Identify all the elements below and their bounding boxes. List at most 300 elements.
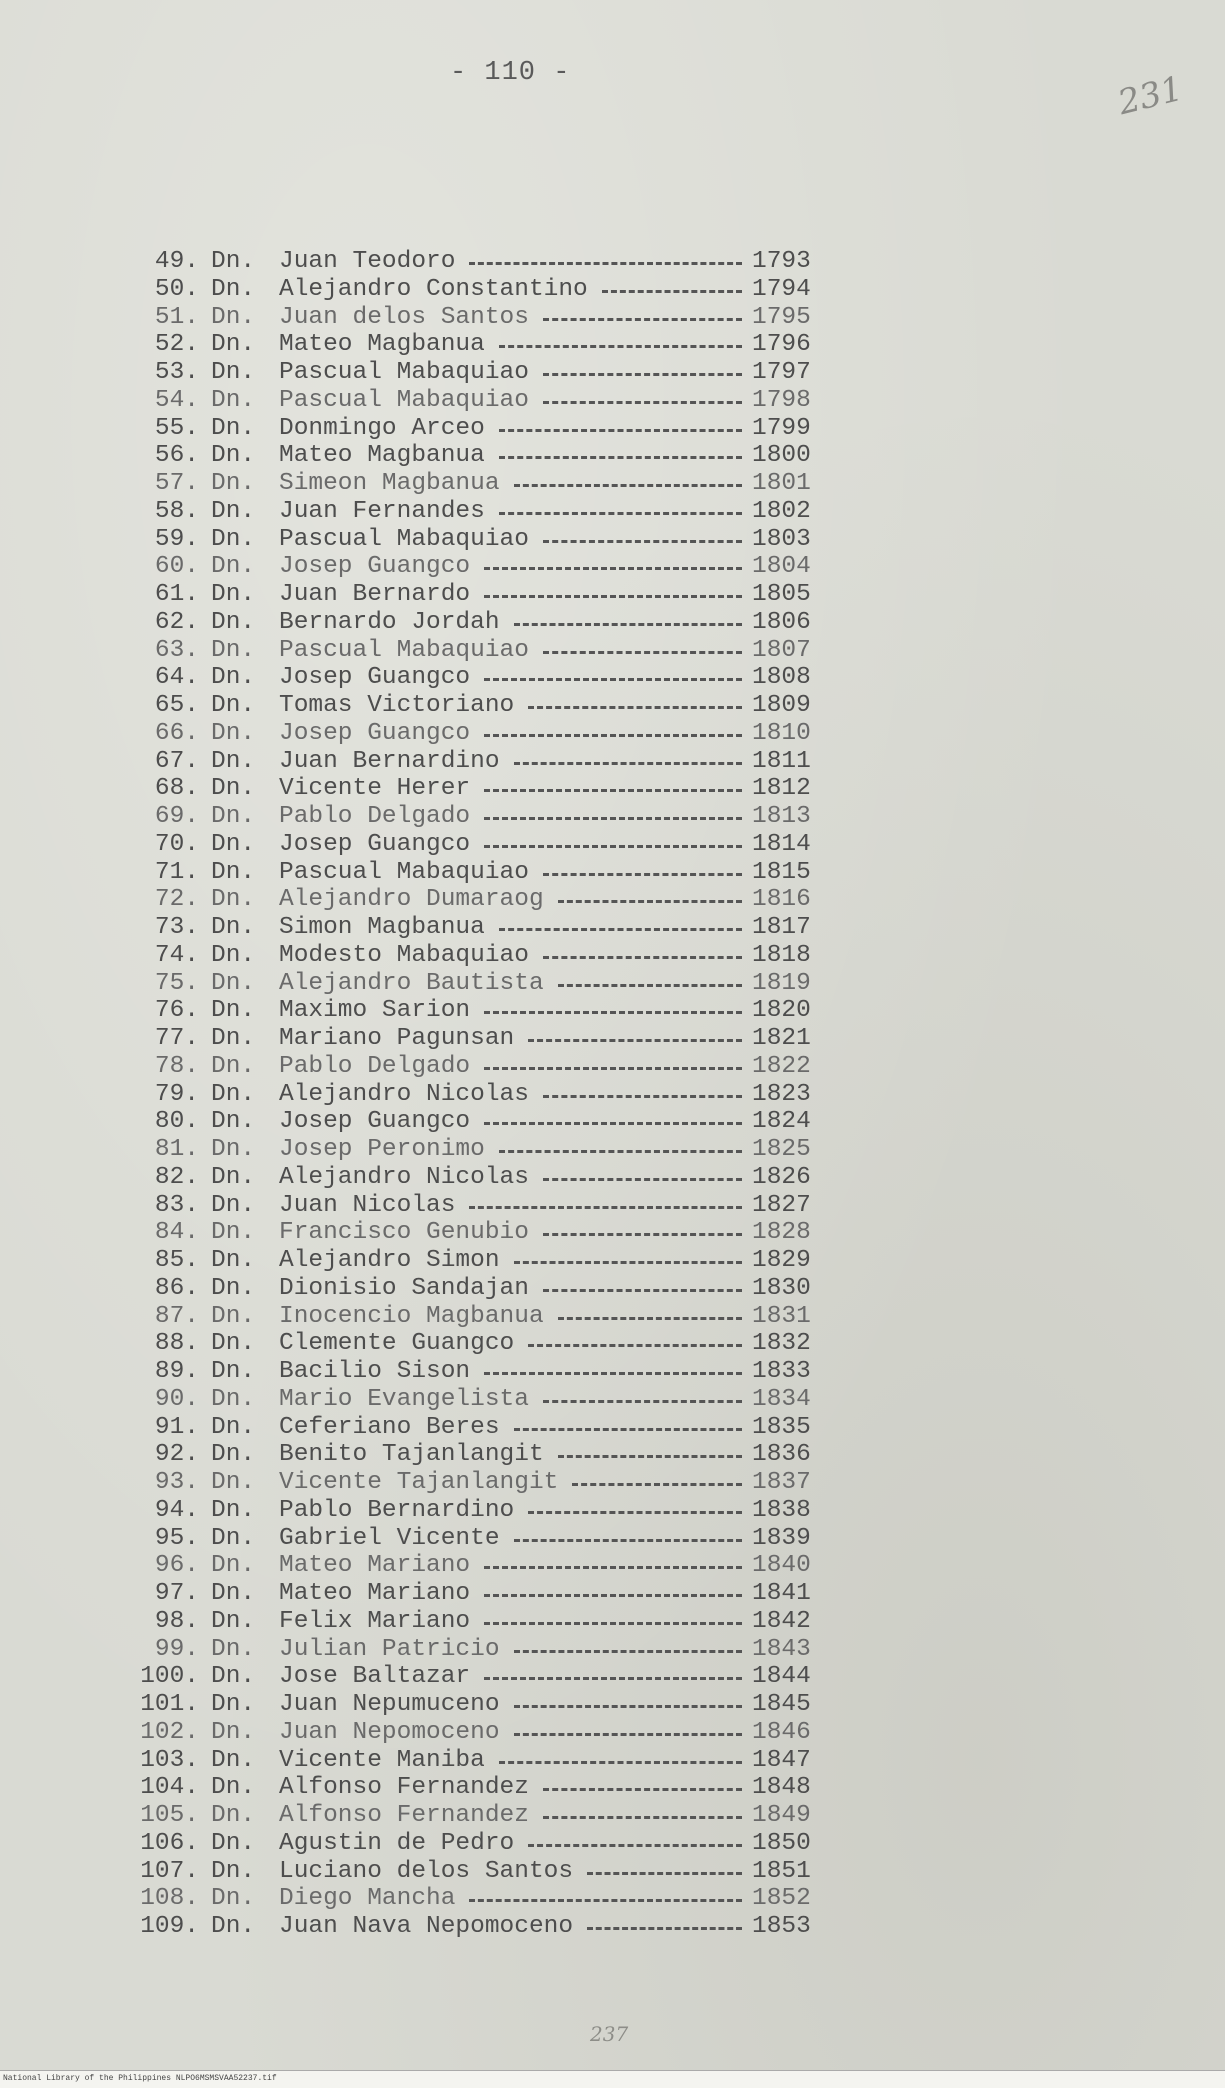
dash-leader [514, 484, 742, 490]
entry-number: 105. [140, 1802, 199, 1829]
entry-number: 103. [140, 1746, 199, 1774]
entry-name: Dionisio Sandajan [279, 1274, 529, 1302]
entry-title: Dn. [211, 248, 256, 275]
entry-name: Pablo Delgado [279, 1052, 471, 1080]
entry-number: 73. [154, 914, 199, 941]
dash-leader [499, 1150, 742, 1156]
entry-name: Gabriel Vicente [279, 1524, 500, 1552]
entry-year: 1845 [752, 1691, 811, 1718]
entry-name: Alejandro Constantino [279, 275, 588, 303]
entry-number: 57. [154, 470, 199, 497]
entry-number: 56. [154, 442, 199, 470]
dash-leader [543, 1178, 742, 1184]
dash-leader [514, 762, 742, 768]
list-item [137, 831, 837, 859]
entry-name: Julian Patricio [279, 1635, 500, 1663]
entry-title: Dn. [211, 1469, 256, 1496]
dash-leader [514, 1650, 742, 1656]
entry-year: 1820 [752, 997, 811, 1025]
entry-title: Dn. [211, 1802, 256, 1829]
entry-name: Juan Bernardino [279, 747, 500, 775]
entry-year: 1839 [752, 1524, 811, 1552]
entry-name: Alejandro Dumaraog [279, 886, 544, 914]
entry-title: Dn. [211, 941, 256, 969]
handwritten-bottom-note: 237 [590, 2022, 629, 2046]
entry-title: Dn. [211, 1108, 256, 1136]
entry-name: Juan Nepomoceno [279, 1718, 500, 1746]
entry-number: 106. [140, 1829, 199, 1857]
dash-leader [587, 1872, 742, 1878]
entry-name: Simon Magbanua [279, 914, 485, 941]
entry-title: Dn. [211, 1219, 256, 1247]
entry-name: Alejandro Nicolas [279, 1080, 529, 1108]
entry-name: Luciano delos Santos [279, 1857, 574, 1885]
entry-title: Dn. [211, 1496, 256, 1524]
entry-number: 90. [154, 1385, 199, 1413]
list-item [137, 1608, 837, 1636]
list-item [137, 581, 837, 609]
entry-title: Dn. [211, 1358, 256, 1385]
entry-year: 1828 [752, 1219, 811, 1247]
list-item [137, 720, 837, 748]
entry-number: 76. [154, 997, 199, 1025]
entry-name: Alejandro Bautista [279, 969, 544, 997]
entry-name: Juan Nicolas [279, 1191, 456, 1219]
entry-number: 72. [154, 886, 199, 914]
entry-number: 77. [154, 1025, 199, 1052]
entry-number: 94. [154, 1496, 199, 1524]
entry-year: 1851 [752, 1857, 811, 1885]
list-item [137, 526, 837, 554]
list-item [137, 1247, 837, 1275]
dash-leader [499, 456, 742, 462]
entry-title: Dn. [211, 830, 256, 858]
entry-year: 1847 [752, 1746, 811, 1774]
entry-number: 55. [154, 414, 199, 442]
entry-number: 79. [154, 1080, 199, 1108]
entry-year: 1832 [752, 1330, 811, 1358]
list-item [137, 859, 837, 887]
entry-number: 54. [154, 386, 199, 414]
entry-year: 1848 [752, 1774, 811, 1802]
entry-year: 1837 [752, 1469, 811, 1496]
dash-leader [484, 1677, 742, 1683]
entry-number: 102. [140, 1718, 199, 1746]
dash-leader [543, 651, 742, 657]
footer-bar [0, 2070, 1225, 2088]
entry-year: 1803 [752, 525, 811, 553]
entry-title: Dn. [211, 1857, 256, 1885]
entry-number: 75. [154, 969, 199, 997]
entry-number: 86. [154, 1274, 199, 1302]
entry-name: Modesto Mabaquiao [279, 941, 529, 969]
list-item [137, 942, 837, 970]
list-item [137, 1747, 837, 1775]
entry-year: 1841 [752, 1580, 811, 1607]
entry-name: Juan Nava Nepomoceno [279, 1913, 574, 1940]
entry-year: 1849 [752, 1802, 811, 1829]
entry-name: Alfonso Fernandez [279, 1802, 529, 1829]
entry-name: Josep Guangco [279, 664, 471, 692]
entry-title: Dn. [211, 525, 256, 553]
entry-number: 60. [154, 553, 199, 581]
list-item [137, 1164, 837, 1192]
list-item [137, 1414, 837, 1442]
entry-number: 80. [154, 1108, 199, 1136]
list-item [137, 359, 837, 387]
dash-leader [528, 1844, 742, 1850]
entry-name: Pascual Mabaquiao [279, 359, 529, 386]
entry-year: 1794 [752, 275, 811, 303]
entry-title: Dn. [211, 275, 256, 303]
entry-number: 98. [154, 1607, 199, 1635]
entry-name: Simeon Magbanua [279, 470, 500, 497]
list-item [137, 1885, 837, 1913]
entry-year: 1853 [752, 1913, 811, 1940]
dash-leader [484, 845, 742, 851]
entry-number: 99. [154, 1635, 199, 1663]
entry-title: Dn. [211, 1136, 256, 1163]
entry-year: 1796 [752, 331, 811, 359]
entry-name: Josep Guangco [279, 719, 471, 747]
entry-number: 61. [154, 581, 199, 608]
dash-leader [543, 1400, 742, 1406]
entry-title: Dn. [211, 1441, 256, 1469]
entry-number: 51. [154, 303, 199, 331]
dash-leader [484, 1067, 742, 1073]
entry-name: Pascual Mabaquiao [279, 858, 529, 886]
entry-title: Dn. [211, 1302, 256, 1330]
entry-title: Dn. [211, 414, 256, 442]
dash-leader [514, 1733, 742, 1739]
entry-year: 1846 [752, 1718, 811, 1746]
list-item [137, 1830, 837, 1858]
entry-name: Mateo Magbanua [279, 331, 485, 359]
dash-leader [514, 1539, 742, 1545]
entry-title: Dn. [211, 331, 256, 359]
entry-name: Pascual Mabaquiao [279, 386, 529, 414]
list-item [137, 1497, 837, 1525]
entry-title: Dn. [211, 1274, 256, 1302]
entry-number: 108. [140, 1885, 199, 1913]
entry-year: 1810 [752, 719, 811, 747]
dash-leader [543, 1289, 742, 1295]
list-item [137, 1580, 837, 1608]
entry-number: 82. [154, 1163, 199, 1191]
dash-leader [543, 1095, 742, 1101]
entry-number: 71. [154, 858, 199, 886]
entry-year: 1838 [752, 1496, 811, 1524]
entry-name: Juan Nepumuceno [279, 1691, 500, 1718]
entry-title: Dn. [211, 1691, 256, 1718]
list-item [137, 331, 837, 359]
list-item [137, 1441, 837, 1469]
dash-leader [469, 262, 742, 268]
entry-title: Dn. [211, 1330, 256, 1358]
entry-year: 1793 [752, 248, 811, 275]
entry-year: 1807 [752, 636, 811, 664]
entry-title: Dn. [211, 1580, 256, 1607]
dash-leader [528, 1039, 742, 1045]
entry-number: 109. [140, 1913, 199, 1940]
list-item [137, 1719, 837, 1747]
entry-name: Mateo Mariano [279, 1580, 471, 1607]
entry-number: 92. [154, 1441, 199, 1469]
list-item [137, 1774, 837, 1802]
dash-leader [469, 1206, 742, 1212]
entry-name: Pablo Bernardino [279, 1496, 515, 1524]
entry-title: Dn. [211, 719, 256, 747]
entry-year: 1843 [752, 1635, 811, 1663]
entry-number: 74. [154, 941, 199, 969]
entry-year: 1824 [752, 1108, 811, 1136]
entry-title: Dn. [211, 303, 256, 331]
list-item [137, 886, 837, 914]
entry-name: Alejandro Simon [279, 1247, 500, 1274]
dash-leader [484, 817, 742, 823]
entry-title: Dn. [211, 1663, 256, 1691]
entry-year: 1821 [752, 1025, 811, 1052]
list-item [137, 1858, 837, 1886]
list-item [137, 803, 837, 831]
entry-title: Dn. [211, 1885, 256, 1913]
dash-leader [499, 429, 742, 435]
entry-name: Juan delos Santos [279, 303, 529, 331]
entry-name: Pascual Mabaquiao [279, 525, 529, 553]
entry-number: 100. [140, 1663, 199, 1691]
list-item [137, 1525, 837, 1553]
list-item [137, 1108, 837, 1136]
entry-year: 1816 [752, 886, 811, 914]
list-item [137, 553, 837, 581]
list-item [137, 1802, 837, 1830]
list-item [137, 248, 837, 276]
dash-leader [543, 1788, 742, 1794]
entry-title: Dn. [211, 442, 256, 470]
entry-number: 93. [154, 1469, 199, 1496]
entry-title: Dn. [211, 553, 256, 581]
entry-title: Dn. [211, 997, 256, 1025]
entry-name: Diego Mancha [279, 1885, 456, 1913]
entry-name: Alfonso Fernandez [279, 1774, 529, 1802]
entry-name: Mariano Pagunsan [279, 1025, 515, 1052]
entry-title: Dn. [211, 1052, 256, 1080]
entry-name: Clemente Guangco [279, 1330, 515, 1358]
entry-year: 1815 [752, 858, 811, 886]
list-item [137, 1136, 837, 1164]
entry-title: Dn. [211, 1746, 256, 1774]
entry-year: 1802 [752, 497, 811, 525]
entry-year: 1813 [752, 803, 811, 830]
entry-year: 1814 [752, 830, 811, 858]
entry-title: Dn. [211, 692, 256, 719]
entry-year: 1822 [752, 1052, 811, 1080]
entry-name: Benito Tajanlangit [279, 1441, 544, 1469]
entry-title: Dn. [211, 803, 256, 830]
entry-year: 1811 [752, 747, 811, 775]
list-item [137, 692, 837, 720]
entry-title: Dn. [211, 1080, 256, 1108]
list-item [137, 997, 837, 1025]
list-item [137, 1636, 837, 1664]
entry-title: Dn. [211, 1829, 256, 1857]
list-item [137, 442, 837, 470]
list-item [137, 498, 837, 526]
entry-number: 104. [140, 1774, 199, 1802]
dash-leader [484, 678, 742, 684]
entry-number: 52. [154, 331, 199, 359]
entry-title: Dn. [211, 1247, 256, 1274]
entry-number: 63. [154, 636, 199, 664]
dash-leader [558, 1317, 742, 1323]
dash-leader [543, 540, 742, 546]
entry-title: Dn. [211, 1913, 256, 1940]
entry-name: Ceferiano Beres [279, 1413, 500, 1441]
entry-name: Francisco Genubio [279, 1219, 529, 1247]
entry-name: Jose Baltazar [279, 1663, 471, 1691]
entry-year: 1834 [752, 1385, 811, 1413]
entry-name: Josep Guangco [279, 553, 471, 581]
entry-number: 53. [154, 359, 199, 386]
list-item [137, 1358, 837, 1386]
dash-leader [572, 1483, 742, 1489]
handwritten-page-ref: 231 [1114, 68, 1187, 124]
entry-year: 1844 [752, 1663, 811, 1691]
list-item [137, 1303, 837, 1331]
entry-name: Juan Bernardo [279, 581, 471, 608]
entry-title: Dn. [211, 497, 256, 525]
dash-leader [514, 1261, 742, 1267]
entry-year: 1831 [752, 1302, 811, 1330]
entry-number: 96. [154, 1552, 199, 1580]
entry-number: 66. [154, 719, 199, 747]
list-item [137, 1219, 837, 1247]
entry-number: 88. [154, 1330, 199, 1358]
list-item [137, 637, 837, 665]
entry-name: Mateo Mariano [279, 1552, 471, 1580]
entry-year: 1800 [752, 442, 811, 470]
list-item [137, 1691, 837, 1719]
entry-number: 101. [140, 1691, 199, 1718]
entry-title: Dn. [211, 1025, 256, 1052]
dash-leader [543, 401, 742, 407]
dash-leader [528, 1511, 742, 1517]
list-item [137, 1330, 837, 1358]
list-item [137, 470, 837, 498]
entry-number: 89. [154, 1358, 199, 1385]
entry-name: Bernardo Jordah [279, 608, 500, 636]
dash-leader [484, 1594, 742, 1600]
entry-name: Pascual Mabaquiao [279, 636, 529, 664]
entry-year: 1852 [752, 1885, 811, 1913]
entry-title: Dn. [211, 1552, 256, 1580]
dash-leader [484, 1372, 742, 1378]
entry-number: 64. [154, 664, 199, 692]
entry-year: 1835 [752, 1413, 811, 1441]
entry-name: Josep Guangco [279, 1108, 471, 1136]
entry-number: 69. [154, 803, 199, 830]
dash-leader [484, 1622, 742, 1628]
entry-year: 1812 [752, 775, 811, 803]
entry-title: Dn. [211, 858, 256, 886]
entry-title: Dn. [211, 386, 256, 414]
dash-leader [514, 623, 742, 629]
entry-year: 1801 [752, 470, 811, 497]
entry-year: 1850 [752, 1829, 811, 1857]
entry-name: Alejandro Nicolas [279, 1163, 529, 1191]
dash-leader [528, 706, 742, 712]
entry-year: 1809 [752, 692, 811, 719]
entry-year: 1827 [752, 1191, 811, 1219]
dash-leader [558, 984, 742, 990]
entry-year: 1840 [752, 1552, 811, 1580]
list-item [137, 415, 837, 443]
entry-title: Dn. [211, 359, 256, 386]
dash-leader [484, 1122, 742, 1128]
entry-year: 1797 [752, 359, 811, 386]
list-item [137, 1275, 837, 1303]
entry-year: 1817 [752, 914, 811, 941]
dash-leader [484, 789, 742, 795]
entry-name: Inocencio Magbanua [279, 1302, 544, 1330]
entry-number: 59. [154, 525, 199, 553]
list-item [137, 387, 837, 415]
dash-leader [499, 512, 742, 518]
entry-title: Dn. [211, 1385, 256, 1413]
entry-year: 1795 [752, 303, 811, 331]
entry-title: Dn. [211, 581, 256, 608]
entry-year: 1836 [752, 1441, 811, 1469]
list-item [137, 1469, 837, 1497]
entry-number: 65. [154, 692, 199, 719]
list-item [137, 1663, 837, 1691]
entry-name: Maximo Sarion [279, 997, 471, 1025]
dash-leader [499, 928, 742, 934]
entry-name: Juan Teodoro [279, 248, 456, 275]
dash-leader [484, 1566, 742, 1572]
entry-title: Dn. [211, 1718, 256, 1746]
entry-year: 1826 [752, 1163, 811, 1191]
entry-year: 1825 [752, 1136, 811, 1163]
entry-title: Dn. [211, 775, 256, 803]
entry-number: 91. [154, 1413, 199, 1441]
entry-number: 97. [154, 1580, 199, 1607]
list-item [137, 1913, 837, 1941]
list-item [137, 609, 837, 637]
entry-year: 1808 [752, 664, 811, 692]
entry-year: 1818 [752, 941, 811, 969]
entry-year: 1799 [752, 414, 811, 442]
entry-year: 1804 [752, 553, 811, 581]
entry-year: 1819 [752, 969, 811, 997]
list-item [137, 1552, 837, 1580]
entry-title: Dn. [211, 1607, 256, 1635]
entry-name: Mario Evangelista [279, 1385, 529, 1413]
entry-year: 1806 [752, 608, 811, 636]
list-item [137, 276, 837, 304]
entry-number: 83. [154, 1191, 199, 1219]
entry-number: 49. [154, 248, 199, 275]
entry-title: Dn. [211, 1163, 256, 1191]
entry-title: Dn. [211, 914, 256, 941]
dash-leader [469, 1899, 742, 1905]
entry-number: 85. [154, 1247, 199, 1274]
dash-leader [587, 1927, 742, 1933]
list-item [137, 775, 837, 803]
entry-name: Josep Peronimo [279, 1136, 485, 1163]
entry-title: Dn. [211, 1191, 256, 1219]
list-item [137, 970, 837, 998]
